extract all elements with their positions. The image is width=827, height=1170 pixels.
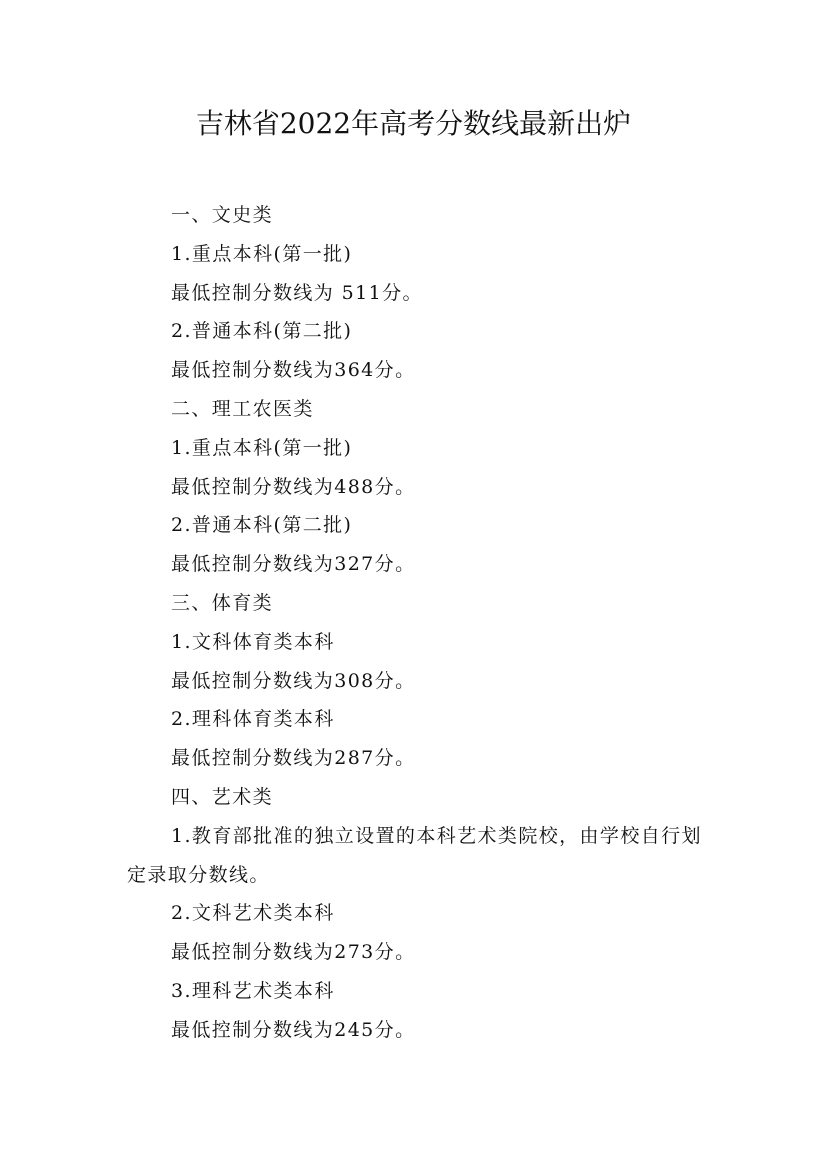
section-heading-arts: 四、艺术类 — [171, 785, 274, 808]
item-liberal-sports: 1.文科体育类本科 — [171, 630, 335, 653]
item-key-undergrad: 1.重点本科(第一批) — [171, 436, 353, 459]
score-line: 最低控制分数线为245分。 — [171, 1018, 416, 1041]
score-line: 最低控制分数线为 511分。 — [171, 281, 423, 304]
score-line: 最低控制分数线为364分。 — [171, 359, 416, 382]
item-science-sports: 2.理科体育类本科 — [171, 708, 335, 731]
score-line: 最低控制分数线为287分。 — [171, 747, 416, 770]
section-heading-sports: 三、体育类 — [171, 591, 274, 614]
item-general-undergrad: 2.普通本科(第二批) — [171, 514, 353, 537]
document-title: 吉林省2022年高考分数线最新出炉 — [195, 107, 632, 140]
score-line: 最低控制分数线为273分。 — [171, 941, 416, 964]
item-science-art: 3.理科艺术类本科 — [171, 979, 335, 1002]
score-line: 最低控制分数线为308分。 — [171, 669, 416, 692]
document-body — [127, 196, 707, 1050]
score-line: 最低控制分数线为327分。 — [171, 553, 416, 576]
arts-independent-paragraph: 1.教育部批准的独立设置的本科艺术类院校，由学校自行划定录取分数线。 — [127, 824, 702, 886]
item-liberal-arts-art: 2.文科艺术类本科 — [171, 902, 335, 925]
section-heading-science: 二、理工农医类 — [171, 397, 314, 420]
section-heading-liberal-arts: 一、文史类 — [171, 204, 274, 226]
item-general-undergrad: 2.普通本科(第二批) — [171, 320, 353, 343]
item-key-undergrad: 1.重点本科(第一批) — [171, 242, 353, 265]
score-line: 最低控制分数线为488分。 — [171, 475, 416, 498]
